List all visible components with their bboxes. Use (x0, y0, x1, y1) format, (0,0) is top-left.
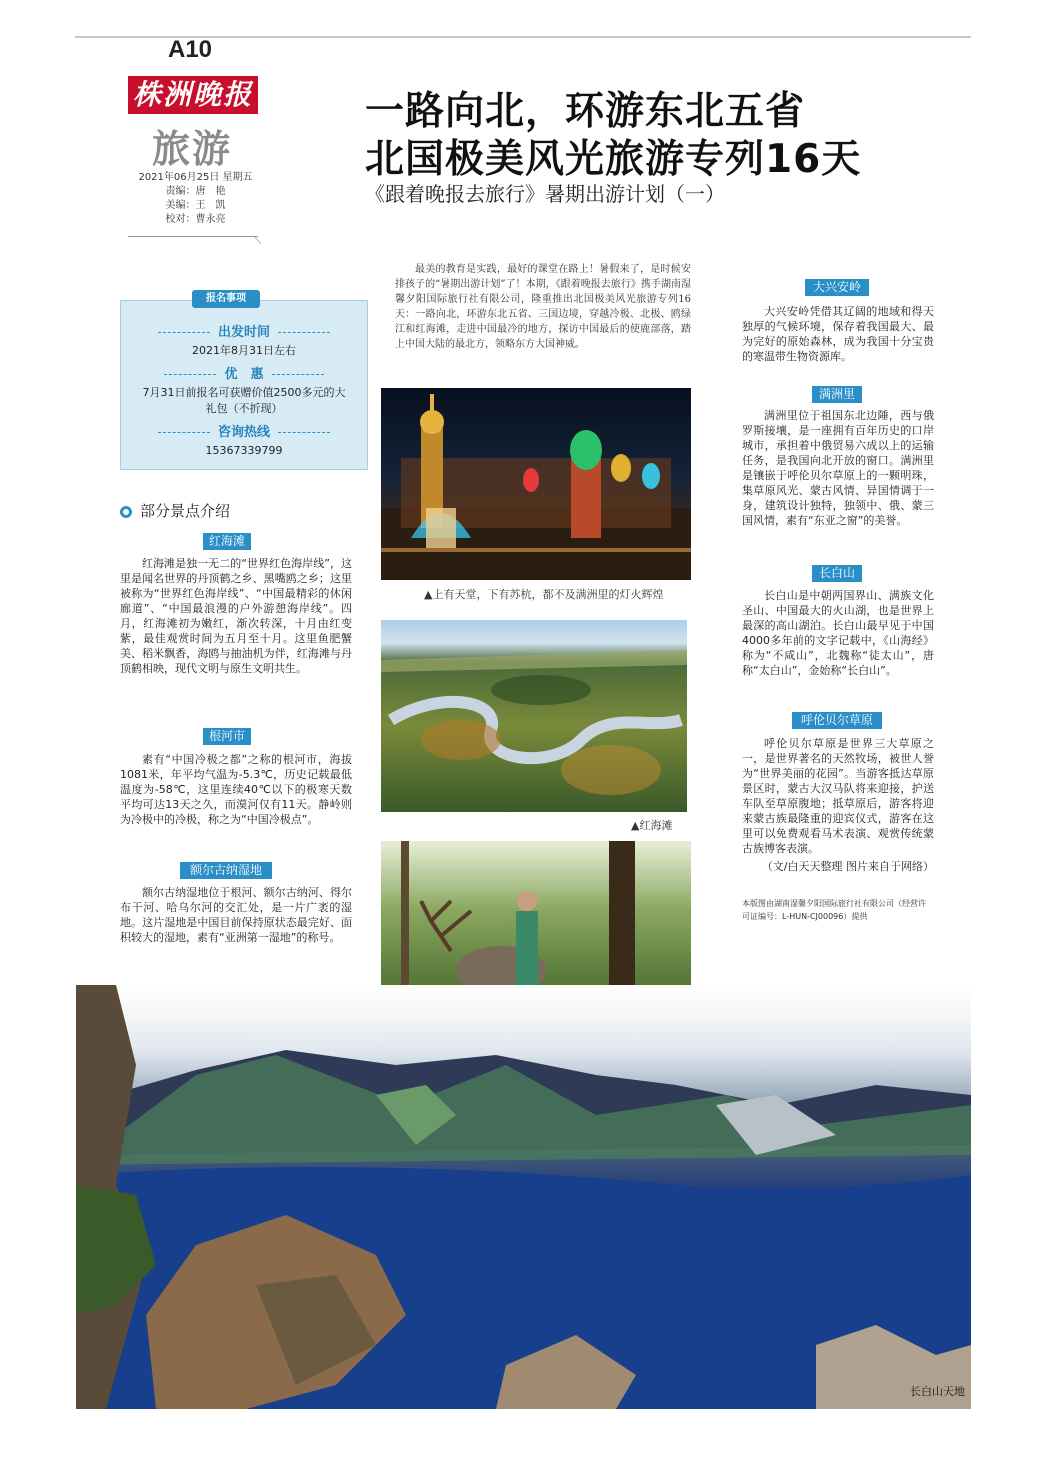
headline-line-1: 一路向北，环游东北五省 (365, 89, 806, 134)
circle-bullet-icon (120, 506, 132, 518)
tianchi-illustration (76, 985, 971, 1409)
meta-editor: 责编：唐 艳 (165, 186, 226, 197)
spot-text-changbaishan: 长白山是中朝两国界山、满族文化圣山、中国最大的火山湖，也是世界上最深的高山湖泊。长白山最早见于中国4000多年前的文字记载中，《山海经》称为“不咸山”，北魏称“徒太山”，唐称“太白山”，金始称“长白山”。 (742, 589, 934, 677)
discount-value: 7月31日前报名可获赠价值2500多元的大礼包（不折现） (142, 386, 346, 415)
spot-tag-honghaitan: 红海滩 (203, 533, 251, 550)
headline (365, 88, 861, 184)
caption-big-photo: 长白山天地 (910, 1385, 965, 1398)
spot-tag-manzhouli: 满洲里 (812, 386, 862, 403)
manzhouli-illustration (381, 388, 691, 580)
spot-text-genhe: 素有“中国冷极之都”之称的根河市，海拔1081米，年平均气温为-5.3℃，历史记载最低温度为-58℃，这里连续40℃以下的极寒天数平均可达13天之久，而漠河仅有11天。静岭则为冷极中的冷极，称之为“中国冷极点”。 (120, 753, 352, 826)
hotline-label: 咨询热线 (121, 421, 367, 440)
sign-off: （文/白天天整理 图片来自于网络） (761, 860, 934, 873)
masthead-logo: 株洲晚报 (128, 76, 258, 114)
meta-proofreader: 校对：曹永亮 (165, 214, 226, 225)
spot-tag-daxinganling: 大兴安岭 (805, 279, 869, 296)
hotline-value: 15367339799 (205, 444, 283, 457)
lead-paragraph: 最美的教育是实践，最好的课堂在路上！暑假来了，是时候安排孩子的“暑期出游计划”了！本期，《跟着晚报去旅行》携手湖南湿馨夕阳国际旅行社有限公司，隆重推出北国极美风光旅游专列16天：一路向北，环游东北五省、三国边境，穿越冷极、北极、鸥绿江和红海滩，走进中国最冷的地方，探访中国最后的使鹿部落，踏上中国大陆的最北方，领略东方大国神威。 (395, 264, 691, 350)
meta-designer: 美编：王 凯 (165, 200, 226, 211)
caption-photo-1: ▲上有天堂，下有苏杭，都不及满洲里的灯火辉煌 (424, 588, 664, 601)
photo-changbaishan-tianchi (76, 985, 971, 1409)
headline-line-2: 北国极美风光旅游专列16天 (365, 137, 862, 182)
wetland-illustration (381, 620, 687, 812)
spots-heading-text: 部分景点介绍 (140, 502, 231, 520)
section-title: 旅游 (152, 126, 233, 171)
spot-text-manzhouli: 满洲里位于祖国东北边陲，西与俄罗斯接壤，是一座拥有百年历史的口岸城市，承担着中俄贸易六成以上的运输任务，是我国向北开放的窗口。满洲里是镶嵌于呼伦贝尔草原上的一颗明珠，集草原风光、蒙古风情、异国情调于一身，建筑设计独特，独领中、俄、蒙三国风情，素有“东亚之窗”的美誉。 (742, 409, 934, 527)
photo-manzhouli-night (381, 388, 691, 580)
meta-divider (128, 236, 258, 237)
spot-text-daxinganling: 大兴安岭凭借其辽阔的地域和得天独厚的气候环境，保存着我国最大、最为完好的原始森林，成为我国十分宝贵的寒温带生物资源库。 (742, 305, 934, 363)
spot-tag-erguna: 额尔古纳湿地 (180, 862, 272, 879)
page-number: A10 (168, 36, 213, 63)
spot-tag-hulunbuir: 呼伦贝尔草原 (792, 712, 882, 729)
spot-text-erguna: 额尔古纳湿地位于根河、额尔古纳河、得尔布干河、哈乌尔河的交汇处，是一片广袤的湿地。这片湿地是中国目前保持原状态最完好、面积较大的湿地，素有“亚洲第一湿地”的称号。 (120, 886, 352, 944)
depart-label: 出发时间 (121, 321, 367, 340)
discount-label: 优 惠 (121, 363, 367, 382)
photo-credit: 本版图由湖南湿馨夕阳国际旅行社有限公司（经营许可证编号：L-HUN-CJ00096）提供 (742, 899, 926, 921)
registration-box (120, 300, 368, 470)
spot-tag-changbaishan: 长白山 (812, 565, 862, 582)
spot-tag-genhe: 根河市 (203, 728, 251, 745)
spot-text-honghaitan: 红海滩是独一无二的“世界红色海岸线”，这里是闻名世界的丹顶鹤之乡、黑嘴鸥之乡；这里被称为“世界红色海岸线”、“中国最精彩的休闲廊道”、“中国最浪漫的户外游憩海岸线”。四月，红海滩初为嫩红，渐次转深，十月由红变紫，最佳观赏时间为五月至十月。这里鱼肥蟹美、稻米飘香，海鸥与抽油机为伴，红海滩与丹顶鹤相映，现代文明与原生文明共生。 (120, 557, 352, 675)
depart-value: 2021年8月31日左右 (192, 344, 296, 357)
caption-photo-2: ▲红海滩 (631, 819, 673, 832)
photo-honghaitan (381, 620, 687, 812)
subheadline: 《跟着晚报去旅行》暑期出游计划（一） (365, 182, 725, 206)
editor-meta (128, 171, 263, 227)
spot-text-hulunbuir: 呼伦贝尔草原是世界三大草原之一，是世界著名的天然牧场，被世人誉为“世界美丽的花园”。当游客抵达草原景区时，蒙古大汉马队将来迎接，护送车队至草原腹地；抵草原后，游客将迎来蒙古族最隆重的迎宾仪式，游客在这里可以免费观看马术表演、观赏传统蒙古族博客表演。 (742, 737, 934, 855)
registration-tab: 报名事项 (192, 290, 260, 308)
spots-heading (120, 500, 230, 521)
meta-date: 2021年06月25日 星期五 (138, 172, 253, 183)
